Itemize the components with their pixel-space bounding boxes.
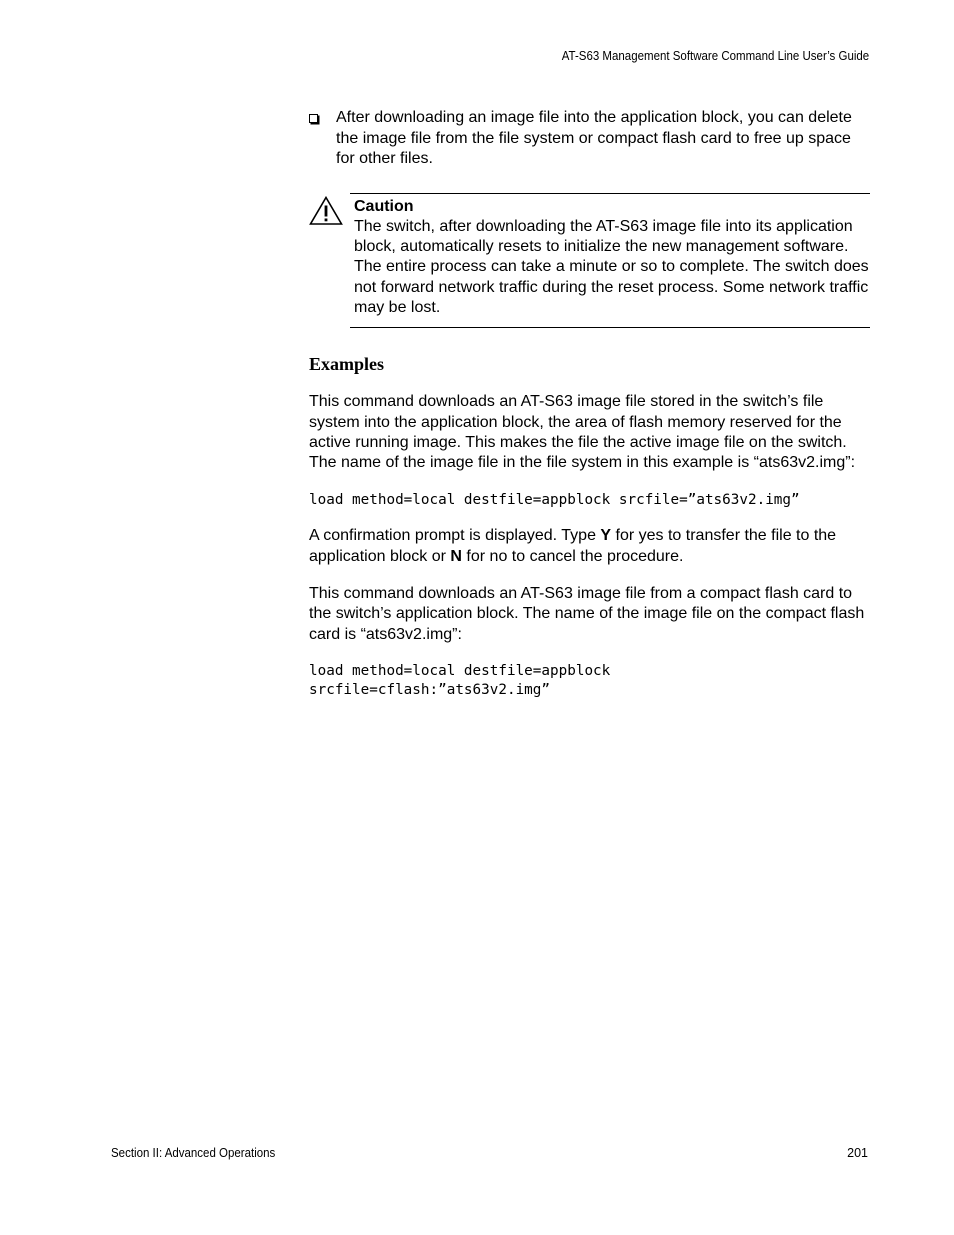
example-paragraph-3: This command downloads an AT-S63 image file from a compact flash card to the switch’s application block. The name of the image file on the compact flash card is “ats63v2.img”: [309,585,865,643]
examples-heading: Examples [309,354,385,375]
code-example-2-line-1: load method=local destfile=appblock [309,662,611,679]
example-paragraph-2 [309,526,870,567]
code-example-1: load method=local destfile=appblock srcfile=”ats63v2.img” [309,492,800,509]
para2-text-middle: for yes to transfer the file to the application block or [309,527,837,565]
page-number: 201 [847,1146,868,1160]
no-key: N [450,547,462,565]
para2-text-end: for no to cancel the procedure. [461,547,684,565]
page-content [309,108,870,700]
example-paragraph-1: This command downloads an AT-S63 image file stored in the switch’s file system into the application block, the area of flash memory reserved for the active running image. This makes the file the active image file on the switch. The name of the image file in the file system in this example is “ats63v2.img”: [309,393,856,472]
caution-box [350,193,870,329]
code-example-2-line-2: srcfile=cflash:”ats63v2.img” [309,681,551,698]
code-example-2 [309,662,870,700]
bullet-text: After downloading an image file into the application block, you can delete the image file from the file system or compact flash card to free up space for other files. [336,109,852,167]
warning-triangle-icon [309,196,343,226]
yes-key: Y [600,527,612,545]
caution-text: The switch, after downloading the AT-S63 image file into its application block, automatically resets to initialize the new management software. The entire process can take a minute or so to complete. The switch does not forward network traffic during the reset process. Some network traffic may be lost. [354,217,869,316]
para2-text-start: A confirmation prompt is displayed. Type [309,527,601,545]
checkbox-bullet-icon [309,114,318,123]
footer-section: Section II: Advanced Operations [111,1146,276,1160]
running-header: AT-S63 Management Software Command Line User’s Guide [561,49,869,63]
bullet-item [309,108,870,170]
caution-heading: Caution [354,197,414,215]
